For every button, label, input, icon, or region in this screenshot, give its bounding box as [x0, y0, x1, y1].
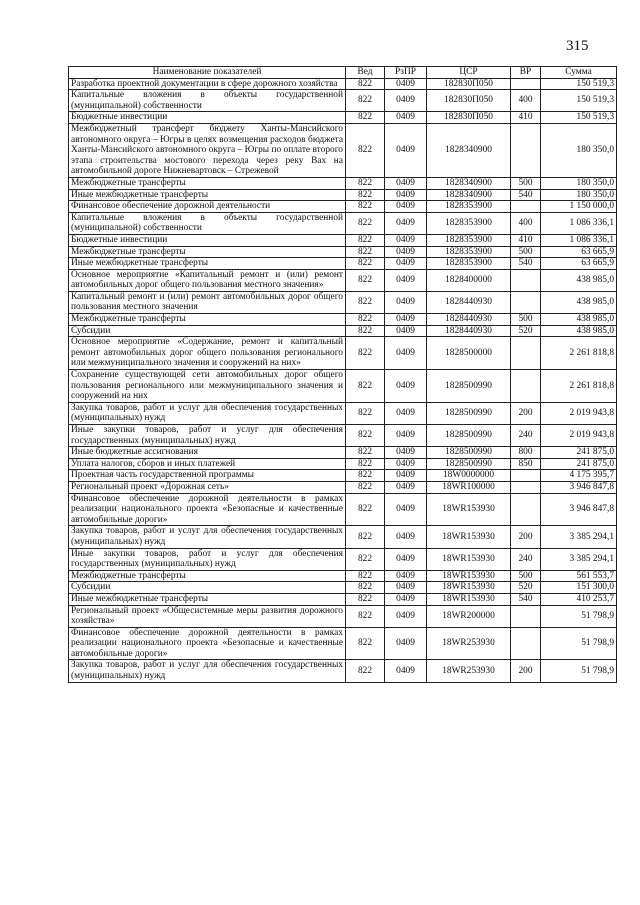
row-rzpr-cell: 0409 — [385, 370, 427, 403]
row-rzpr-cell: 0409 — [385, 481, 427, 493]
row-name-cell: Иные закупки товаров, работ и услуг для обеспечения государственных (муниципальных) нужд — [69, 548, 346, 570]
row-vr-cell — [511, 481, 541, 493]
row-rzpr-cell: 0409 — [385, 493, 427, 526]
row-vr-cell: 540 — [511, 189, 541, 201]
row-csr-cell: 18WR153930 — [427, 570, 511, 582]
table-row — [69, 370, 617, 403]
row-vr-cell — [511, 123, 541, 177]
table-row — [69, 425, 617, 447]
header-sum: Сумма — [541, 67, 617, 79]
row-csr-cell: 1828440930 — [427, 325, 511, 337]
row-sum-cell: 410 253,7 — [541, 593, 617, 605]
row-rzpr-cell: 0409 — [385, 593, 427, 605]
row-csr-cell: 1828353900 — [427, 201, 511, 213]
row-rzpr-cell: 0409 — [385, 447, 427, 459]
table-body — [69, 78, 617, 682]
row-name-cell: Капитальные вложения в объекты государственной (муниципальной) собственности — [69, 90, 346, 112]
table-row — [69, 314, 617, 326]
table-header-row — [69, 67, 617, 79]
row-vr-cell: 540 — [511, 258, 541, 270]
row-csr-cell: 1828500990 — [427, 425, 511, 447]
row-rzpr-cell: 0409 — [385, 402, 427, 424]
row-name-cell: Субсидии — [69, 582, 346, 594]
row-rzpr-cell: 0409 — [385, 177, 427, 189]
table-row — [69, 470, 617, 482]
row-sum-cell: 3 385 294,1 — [541, 526, 617, 548]
header-name: Наименование показателей — [69, 67, 346, 79]
row-csr-cell: 1828340900 — [427, 177, 511, 189]
row-sum-cell: 1 150 000,0 — [541, 201, 617, 213]
row-sum-cell: 2 261 818,8 — [541, 337, 617, 370]
row-rzpr-cell: 0409 — [385, 470, 427, 482]
row-csr-cell: 18WR153930 — [427, 526, 511, 548]
row-vr-cell: 500 — [511, 314, 541, 326]
row-rzpr-cell: 0409 — [385, 425, 427, 447]
row-rzpr-cell: 0409 — [385, 234, 427, 246]
row-name-cell: Межбюджетный трансферт бюджету Ханты-Мансийского автономного округа – Югры в целях возмещения расходов бюджета Ханты-Мансийского автономного округа – Югры по оплате второго этапа строительства мостового перехода через реку Вах на автомобильной дороге Нижневартовск – Стрежевой — [69, 123, 346, 177]
row-vr-cell: 500 — [511, 177, 541, 189]
row-ved-cell: 822 — [346, 258, 385, 270]
row-sum-cell: 4 175 395,7 — [541, 470, 617, 482]
row-name-cell: Региональный проект «Дорожная сеть» — [69, 481, 346, 493]
row-csr-cell: 1828500990 — [427, 370, 511, 403]
table-row — [69, 90, 617, 112]
row-rzpr-cell: 0409 — [385, 605, 427, 627]
table-row — [69, 212, 617, 234]
row-vr-cell: 410 — [511, 234, 541, 246]
row-name-cell: Иные межбюджетные трансферты — [69, 189, 346, 201]
budget-table — [68, 66, 617, 683]
table-row — [69, 402, 617, 424]
row-vr-cell: 240 — [511, 548, 541, 570]
row-rzpr-cell: 0409 — [385, 627, 427, 660]
row-ved-cell: 822 — [346, 370, 385, 403]
row-name-cell: Уплата налогов, сборов и иных платежей — [69, 458, 346, 470]
row-name-cell: Иные межбюджетные трансферты — [69, 593, 346, 605]
row-vr-cell: 200 — [511, 526, 541, 548]
table-row — [69, 548, 617, 570]
row-name-cell: Закупка товаров, работ и услуг для обеспечения государственных (муниципальных) нужд — [69, 526, 346, 548]
row-ved-cell: 822 — [346, 201, 385, 213]
row-vr-cell: 400 — [511, 90, 541, 112]
row-ved-cell: 822 — [346, 402, 385, 424]
row-sum-cell: 438 985,0 — [541, 269, 617, 291]
row-sum-cell: 150 519,3 — [541, 90, 617, 112]
row-vr-cell: 500 — [511, 246, 541, 258]
row-name-cell: Основное мероприятие «Капитальный ремонт и (или) ремонт автомобильных дорог общего пользования местного значения» — [69, 269, 346, 291]
row-name-cell: Иные бюджетные ассигнования — [69, 447, 346, 459]
row-ved-cell: 822 — [346, 337, 385, 370]
table-row — [69, 78, 617, 90]
table-row — [69, 189, 617, 201]
row-sum-cell: 3 946 847,8 — [541, 481, 617, 493]
row-ved-cell: 822 — [346, 470, 385, 482]
table-row — [69, 526, 617, 548]
row-rzpr-cell: 0409 — [385, 314, 427, 326]
table-row — [69, 246, 617, 258]
row-vr-cell: 200 — [511, 660, 541, 682]
row-ved-cell: 822 — [346, 660, 385, 682]
row-csr-cell: 1828500990 — [427, 402, 511, 424]
row-sum-cell: 180 350,0 — [541, 189, 617, 201]
row-csr-cell: 1828500990 — [427, 458, 511, 470]
table-row — [69, 112, 617, 124]
row-rzpr-cell: 0409 — [385, 189, 427, 201]
table-row — [69, 582, 617, 594]
row-sum-cell: 150 519,3 — [541, 112, 617, 124]
row-vr-cell — [511, 470, 541, 482]
row-sum-cell: 63 665,9 — [541, 258, 617, 270]
row-vr-cell: 540 — [511, 593, 541, 605]
row-vr-cell: 400 — [511, 212, 541, 234]
row-rzpr-cell: 0409 — [385, 458, 427, 470]
row-rzpr-cell: 0409 — [385, 201, 427, 213]
row-rzpr-cell: 0409 — [385, 112, 427, 124]
row-rzpr-cell: 0409 — [385, 548, 427, 570]
row-vr-cell — [511, 337, 541, 370]
row-ved-cell: 822 — [346, 425, 385, 447]
header-rzpr: РзПР — [385, 67, 427, 79]
row-rzpr-cell: 0409 — [385, 582, 427, 594]
row-name-cell: Основное мероприятие «Содержание, ремонт и капитальный ремонт автомобильных дорог общего пользования регионального или межмуниципального значения и сооружений на них» — [69, 337, 346, 370]
row-ved-cell: 822 — [346, 605, 385, 627]
row-csr-cell: 1828440930 — [427, 314, 511, 326]
table-row — [69, 337, 617, 370]
row-vr-cell — [511, 605, 541, 627]
table-row — [69, 593, 617, 605]
row-vr-cell: 850 — [511, 458, 541, 470]
row-name-cell: Капитальные вложения в объекты государственной (муниципальной) собственности — [69, 212, 346, 234]
row-ved-cell: 822 — [346, 548, 385, 570]
row-csr-cell: 18WR100000 — [427, 481, 511, 493]
table-row — [69, 458, 617, 470]
row-vr-cell: 240 — [511, 425, 541, 447]
table-row — [69, 269, 617, 291]
table-row — [69, 481, 617, 493]
row-ved-cell: 822 — [346, 582, 385, 594]
row-name-cell: Сохранение существующей сети автомобильных дорог общего пользования регионального или межмуниципального значения и сооружений на них — [69, 370, 346, 403]
row-name-cell: Финансовое обеспечение дорожной деятельности — [69, 201, 346, 213]
row-sum-cell: 51 798,9 — [541, 660, 617, 682]
row-name-cell: Региональный проект «Общесистемные меры развития дорожного хозяйства» — [69, 605, 346, 627]
row-sum-cell: 3 946 847,8 — [541, 493, 617, 526]
row-ved-cell: 822 — [346, 123, 385, 177]
row-name-cell: Разработка проектной документации в сфере дорожного хозяйства — [69, 78, 346, 90]
table-row — [69, 123, 617, 177]
row-csr-cell: 18WR200000 — [427, 605, 511, 627]
row-rzpr-cell: 0409 — [385, 212, 427, 234]
row-vr-cell: 200 — [511, 402, 541, 424]
row-rzpr-cell: 0409 — [385, 337, 427, 370]
row-vr-cell: 500 — [511, 570, 541, 582]
row-name-cell: Межбюджетные трансферты — [69, 314, 346, 326]
row-csr-cell: 18W0000000 — [427, 470, 511, 482]
row-rzpr-cell: 0409 — [385, 246, 427, 258]
row-sum-cell: 180 350,0 — [541, 123, 617, 177]
row-csr-cell: 1828353900 — [427, 212, 511, 234]
row-csr-cell: 1828353900 — [427, 246, 511, 258]
row-rzpr-cell: 0409 — [385, 660, 427, 682]
row-ved-cell: 822 — [346, 493, 385, 526]
row-rzpr-cell: 0409 — [385, 90, 427, 112]
table-row — [69, 291, 617, 313]
row-ved-cell: 822 — [346, 447, 385, 459]
row-sum-cell: 3 385 294,1 — [541, 548, 617, 570]
row-ved-cell: 822 — [346, 177, 385, 189]
row-csr-cell: 182830П050 — [427, 112, 511, 124]
row-ved-cell: 822 — [346, 189, 385, 201]
row-rzpr-cell: 0409 — [385, 325, 427, 337]
row-rzpr-cell: 0409 — [385, 123, 427, 177]
row-sum-cell: 51 798,9 — [541, 605, 617, 627]
row-csr-cell: 1828440930 — [427, 291, 511, 313]
row-ved-cell: 822 — [346, 314, 385, 326]
row-ved-cell: 822 — [346, 593, 385, 605]
row-sum-cell: 1 086 336,1 — [541, 234, 617, 246]
row-name-cell: Субсидии — [69, 325, 346, 337]
row-vr-cell — [511, 370, 541, 403]
row-rzpr-cell: 0409 — [385, 78, 427, 90]
row-rzpr-cell: 0409 — [385, 269, 427, 291]
row-sum-cell: 241 875,0 — [541, 447, 617, 459]
row-sum-cell: 2 261 818,8 — [541, 370, 617, 403]
row-rzpr-cell: 0409 — [385, 291, 427, 313]
row-ved-cell: 822 — [346, 269, 385, 291]
row-sum-cell: 63 665,9 — [541, 246, 617, 258]
row-ved-cell: 822 — [346, 481, 385, 493]
row-csr-cell: 182830П050 — [427, 90, 511, 112]
row-csr-cell: 18WR153930 — [427, 548, 511, 570]
header-vr: ВР — [511, 67, 541, 79]
row-sum-cell: 561 553,7 — [541, 570, 617, 582]
table-row — [69, 258, 617, 270]
row-sum-cell: 51 798,9 — [541, 627, 617, 660]
row-csr-cell: 182830П050 — [427, 78, 511, 90]
row-sum-cell: 180 350,0 — [541, 177, 617, 189]
row-sum-cell: 1 086 336,1 — [541, 212, 617, 234]
table-row — [69, 325, 617, 337]
row-ved-cell: 822 — [346, 90, 385, 112]
row-csr-cell: 1828353900 — [427, 234, 511, 246]
row-csr-cell: 1828353900 — [427, 258, 511, 270]
row-sum-cell: 438 985,0 — [541, 291, 617, 313]
row-name-cell: Проектная часть государственной программы — [69, 470, 346, 482]
row-name-cell: Закупка товаров, работ и услуг для обеспечения государственных (муниципальных) нужд — [69, 660, 346, 682]
row-name-cell: Иные закупки товаров, работ и услуг для обеспечения государственных (муниципальных) нужд — [69, 425, 346, 447]
row-csr-cell: 1828340900 — [427, 189, 511, 201]
row-ved-cell: 822 — [346, 112, 385, 124]
row-name-cell: Бюджетные инвестиции — [69, 234, 346, 246]
row-vr-cell: 800 — [511, 447, 541, 459]
row-name-cell: Межбюджетные трансферты — [69, 570, 346, 582]
row-vr-cell — [511, 291, 541, 313]
row-vr-cell — [511, 493, 541, 526]
row-csr-cell: 18WR153930 — [427, 582, 511, 594]
row-ved-cell: 822 — [346, 458, 385, 470]
row-name-cell: Капитальный ремонт и (или) ремонт автомобильных дорог общего пользования местного значения — [69, 291, 346, 313]
row-rzpr-cell: 0409 — [385, 526, 427, 548]
row-ved-cell: 822 — [346, 234, 385, 246]
row-vr-cell — [511, 78, 541, 90]
row-sum-cell: 150 519,3 — [541, 78, 617, 90]
table-row — [69, 177, 617, 189]
row-vr-cell — [511, 201, 541, 213]
row-vr-cell — [511, 627, 541, 660]
row-ved-cell: 822 — [346, 526, 385, 548]
row-csr-cell: 18WR153930 — [427, 593, 511, 605]
row-sum-cell: 241 875,0 — [541, 458, 617, 470]
table-row — [69, 570, 617, 582]
row-name-cell: Межбюджетные трансферты — [69, 246, 346, 258]
page-number: 315 — [566, 38, 589, 54]
row-ved-cell: 822 — [346, 627, 385, 660]
table-row — [69, 605, 617, 627]
row-ved-cell: 822 — [346, 78, 385, 90]
row-csr-cell: 18WR253930 — [427, 660, 511, 682]
table-row — [69, 234, 617, 246]
row-sum-cell: 438 985,0 — [541, 314, 617, 326]
row-ved-cell: 822 — [346, 246, 385, 258]
row-vr-cell: 520 — [511, 325, 541, 337]
row-sum-cell: 151 300,0 — [541, 582, 617, 594]
row-vr-cell — [511, 269, 541, 291]
row-name-cell: Закупка товаров, работ и услуг для обеспечения государственных (муниципальных) нужд — [69, 402, 346, 424]
row-rzpr-cell: 0409 — [385, 570, 427, 582]
header-ved: Вед — [346, 67, 385, 79]
table-row — [69, 627, 617, 660]
row-name-cell: Финансовое обеспечение дорожной деятельности в рамках реализации национального проекта «Безопасные и качественные автомобильные дороги» — [69, 493, 346, 526]
row-csr-cell: 18WR153930 — [427, 493, 511, 526]
row-name-cell: Финансовое обеспечение дорожной деятельности в рамках реализации национального проекта «Безопасные и качественные автомобильные дороги» — [69, 627, 346, 660]
table-row — [69, 660, 617, 682]
row-sum-cell: 438 985,0 — [541, 325, 617, 337]
row-name-cell: Бюджетные инвестиции — [69, 112, 346, 124]
table-row — [69, 201, 617, 213]
row-sum-cell: 2 019 943,8 — [541, 402, 617, 424]
row-ved-cell: 822 — [346, 291, 385, 313]
row-rzpr-cell: 0409 — [385, 258, 427, 270]
row-csr-cell: 18WR253930 — [427, 627, 511, 660]
row-vr-cell: 410 — [511, 112, 541, 124]
table-row — [69, 493, 617, 526]
row-csr-cell: 1828500990 — [427, 447, 511, 459]
row-name-cell: Межбюджетные трансферты — [69, 177, 346, 189]
row-csr-cell: 1828400000 — [427, 269, 511, 291]
row-vr-cell: 520 — [511, 582, 541, 594]
row-csr-cell: 1828500000 — [427, 337, 511, 370]
row-ved-cell: 822 — [346, 212, 385, 234]
row-ved-cell: 822 — [346, 325, 385, 337]
row-name-cell: Иные межбюджетные трансферты — [69, 258, 346, 270]
header-csr: ЦСР — [427, 67, 511, 79]
row-ved-cell: 822 — [346, 570, 385, 582]
table-row — [69, 447, 617, 459]
row-sum-cell: 2 019 943,8 — [541, 425, 617, 447]
row-csr-cell: 1828340900 — [427, 123, 511, 177]
